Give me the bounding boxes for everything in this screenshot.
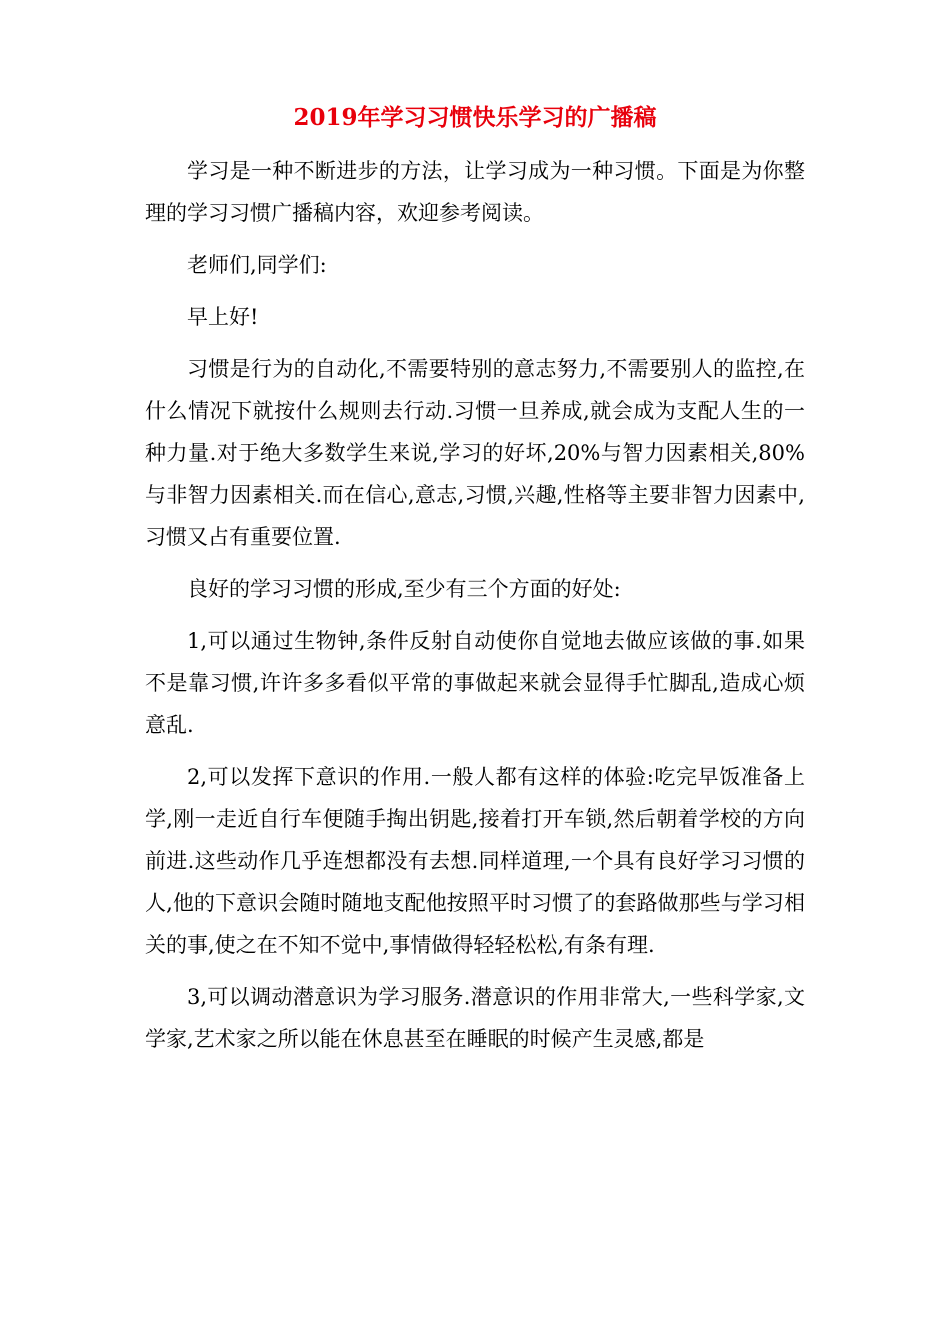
document-title: 2019年学习习惯快乐学习的广播稿 xyxy=(293,104,657,131)
paragraph-habit-definition: 习惯是行为的自动化,不需要特别的意志努力,不需要别人的监控,在什么情况下就按什么规则去行动.习惯一旦养成,就会成为支配人生的一种力量.对于绝大多数学生来说,学习的好坏,20%与智力因素相关,80%与非智力因素相关.而在信心,意志,习惯,兴趣,性格等主要非智力因素中,习惯又占有重要位置. xyxy=(145,357,805,549)
paragraph-benefit-3: 3,可以调动潜意识为学习服务.潜意识的作用非常大,一些科学家,文学家,艺术家之所以能在休息甚至在睡眠的时候产生灵感,都是 xyxy=(145,985,805,1051)
paragraph-benefits-heading: 良好的学习习惯的形成,至少有三个方面的好处: xyxy=(187,577,621,601)
paragraph-greeting-morning: 早上好! xyxy=(187,305,259,329)
document-body xyxy=(145,150,805,1070)
paragraph-greeting-audience: 老师们,同学们: xyxy=(187,253,327,277)
paragraph-benefit-1: 1,可以通过生物钟,条件反射自动使你自觉地去做应该做的事.如果不是靠习惯,许许多多看似平常的事做起来就会显得手忙脚乱,造成心烦意乱. xyxy=(145,629,805,737)
paragraph-intro: 学习是一种不断进步的方法，让学习成为一种习惯。下面是为你整理的学习习惯广播稿内容，欢迎参考阅读。 xyxy=(145,159,805,225)
paragraph-benefit-2: 2,可以发挥下意识的作用.一般人都有这样的体验:吃完早饭准备上学,刚一走近自行车便随手掏出钥匙,接着打开车锁,然后朝着学校的方向前进.这些动作几乎连想都没有去想.同样道理,一个具有良好学习习惯的人,他的下意识会随时随地支配他按照平时习惯了的套路做那些与学习相关的事,使之在不知不觉中,事情做得轻轻松松,有条有理. xyxy=(145,765,805,957)
